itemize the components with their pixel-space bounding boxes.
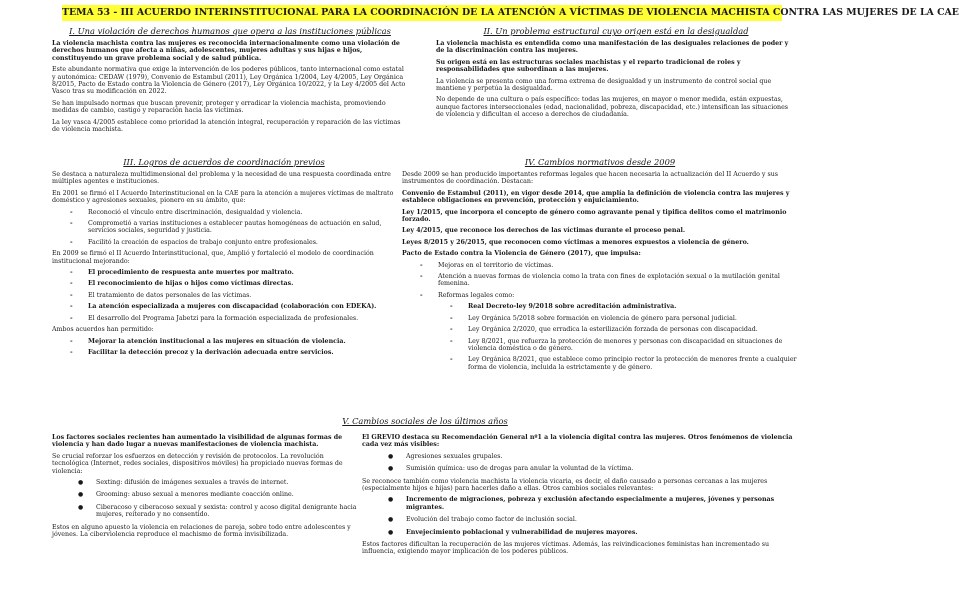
list-item: - Ley Orgánica 8/2021, que establece como principio rector la protección de menores frente a cualquier forma de violencia, incluida la estrictamente y de género. [450, 356, 798, 371]
section-1 [52, 26, 408, 154]
section-1-paragraph: Se han impulsado normas que buscan prevenir, proteger y erradicar la violencia machista, promoviendo medidas de cambio, castigo y reparación hacia las víctimas. [52, 99, 386, 115]
section-4-paragraph: Desde 2009 se han producido importantes reformas legales que hacen necesaria la actualización del II Acuerdo y sus instrumentos de coordinación. Destacan: [402, 171, 779, 186]
list-item: - Atención a nuevas formas de violencia como la trata con fines de explotación sexual o la mutilación genital femenina. [420, 273, 798, 288]
page-title: TEMA 53 - III ACUERDO INTERINSTITUCIONAL PARA LA COORDINACIÓN DE LA ATENCIÓN A VÍCTIMAS DE VIOLENCIA MACHISTA CONTRA LAS MUJERES DE LA CAE [62, 5, 782, 21]
list-item: - El tratamiento de datos personales de las víctimas. [70, 292, 396, 299]
list-item: - Ley 8/2021, que refuerza la protección de menores y personas con discapacidad en situaciones de violencia doméstica o de género. [450, 338, 798, 353]
list-item: - Reconoció el vínculo entre discriminación, desigualdad y violencia. [70, 209, 396, 216]
section-4-list-2 [402, 303, 798, 371]
section-3-paragraph: Se destaca a naturaleza multidimensional del problema y la necesidad de una respuesta coordinada entre múltiples agentes e instituciones. [52, 171, 391, 186]
section-3-list-1 [52, 209, 396, 247]
list-item: ● Agresiones sexuales grupales. [388, 453, 800, 460]
list-item: ● Ciberacoso y ciberacoso sexual y sexista: control y acoso digital denigrante hacia mujeres, reiterado y no consentido. [78, 504, 358, 519]
section-5-right [362, 434, 800, 598]
section-3-paragraph: Ambos acuerdos han permitido: [52, 326, 154, 334]
section-4-paragraph: Pacto de Estado contra la Violencia de Género (2017), que impulsa: [402, 250, 641, 258]
list-item: - El procedimiento de respuesta ante muertes por maltrato. [70, 269, 396, 276]
list-item: - Mejorar la atención institucional a las mujeres en situación de violencia. [70, 338, 396, 345]
list-item: ● Sumisión química: uso de drogas para anular la voluntad de la víctima. [388, 465, 800, 472]
section-5-paragraph: Se reconoce también como violencia machista la violencia vicaria, es decir, el daño causado a personas cercanas a las mujeres (especialmente hijos e hijas) para hacerles daño a ellas. Otros cambios sociales relevantes: [362, 477, 768, 493]
list-item: - Ley Orgánica 2/2020, que erradica la esterilización forzada de personas con discapacidad. [450, 326, 798, 333]
section-2-paragraph: La violencia machista es entendida como una manifestación de las desiguales relaciones de poder y de la discriminación contra las mujeres. [436, 40, 789, 55]
list-item: - Ley Orgánica 5/2018 sobre formación en violencia de género para personal judicial. [450, 315, 798, 322]
section-4-paragraph: Ley 1/2015, que incorpora el concepto de género como agravante penal y tipifica delitos como el matrimonio forzado. [402, 208, 787, 224]
list-item: - Facilitar la detección precoz y la derivación adecuada entre servicios. [70, 349, 396, 356]
list-item: - El desarrollo del Programa Jabetzi para la formación especializada de profesionales. [70, 315, 396, 322]
section-2-paragraph: Su origen está en las estructuras sociales machistas y el reparto tradicional de roles y responsabilidades que subordinan a las mujeres. [436, 58, 741, 74]
list-item: ● Envejecimiento poblacional y vulnerabilidad de mujeres mayores. [388, 529, 800, 536]
section-5-heading: V. Cambios sociales de los últimos años [342, 416, 508, 426]
section-5-list-1 [52, 479, 358, 519]
list-item: - Facilitó la creación de espacios de trabajo conjunto entre profesionales. [70, 239, 396, 246]
section-5-list-2 [362, 453, 800, 473]
section-4-list-1 [402, 262, 798, 300]
section-4 [402, 157, 798, 412]
section-3-list-2 [52, 269, 396, 322]
list-item: - Mejoras en el territorio de víctimas. [420, 262, 798, 269]
section-5-paragraph: Los factores sociales recientes han aumentado la visibilidad de algunas formas de violencia y han dado lugar a nuevas manifestaciones de violencia machista. [52, 434, 343, 449]
section-5-paragraph: Se crucial reforzar los esfuerzos en detección y revisión de protocolos. La revolución tecnológica (Internet, redes sociales, dispositivos móviles) ha propiciado nuevas formas de violencia: [52, 452, 343, 475]
section-4-paragraph: Leyes 8/2015 y 26/2015, que reconocen como víctimas a menores expuestos a violencia de género. [402, 238, 749, 246]
list-item: ● Sexting: difusión de imágenes sexuales a través de internet. [78, 479, 358, 486]
section-3-paragraph: En 2009 se firmó el II Acuerdo Interinstitucional, que, Amplió y fortaleció el modelo de coordinación institucional mejorando: [52, 250, 374, 265]
section-4-paragraph: Convenio de Estambul (2011), en vigor desde 2014, que amplía la definición de violencia contra las mujeres y establece obligaciones en prevención, protección y enjuiciamiento. [402, 189, 790, 205]
section-1-paragraph: La ley vasca 4/2005 establece como prioridad la atención integral, recuperación y reparación de las víctimas de violencia machista. [52, 118, 401, 134]
list-item: - Comprometió a varias instituciones a establecer pautas homogéneas de actuación en salud, servicios sociales, seguridad y justicia. [70, 220, 396, 235]
section-2 [436, 26, 796, 154]
section-1-heading: I. Una violación de derechos humanos que opera a las instituciones públicas [69, 26, 391, 36]
section-1-paragraph: Este abundante normativa que exige la intervención de los poderes públicos, tanto internacional como estatal y autonómica: CEDAW (1979), Convenio de Estambul (2011), Ley Orgánica 1/2004, Ley 4/2005, Ley Orgánica 8/2015, Pacto de Estado contra la Violencia de Género (2017), Ley Orgánica 10/2022, y la Ley 4/2005 del Acto Vasco tras su modificación en 2022. [52, 66, 406, 96]
section-5-paragraph: Estos en alguno apuesto la violencia en relaciones de pareja, sobre todo entre adolescentes y jóvenes. La ciberviolencia reproduce el machismo de forma invisibilizada. [52, 523, 351, 539]
section-5-left [52, 434, 358, 598]
section-2-paragraph: La violencia se presenta como una forma extrema de desigualdad y un instrumento de control social que mantiene y perpetúa la desigualdad. [436, 77, 772, 93]
section-3-list-3 [52, 338, 396, 357]
list-item: ● Incremento de migraciones, pobreza y exclusión afectando especialmente a mujeres, jóvenes y personas migrantes. [388, 496, 800, 511]
list-item: - Reformas legales como: [420, 292, 798, 299]
section-5-paragraph: El GREVIO destaca su Recomendación General nº1 a la violencia digital contra las mujeres. Otros fenómenos de violencia cada vez más visibles: [362, 434, 793, 449]
section-1-paragraph: La violencia machista contra las mujeres es reconocida internacionalmente como una violación de derechos humanos que afecta a niñas, adolescentes, mujeres adultas y sus hijas e hijos, constituyendo un grave problema social y de salud pública. [52, 40, 400, 62]
list-item: ● Evolución del trabajo como factor de inclusión social. [388, 516, 800, 523]
section-3-heading: III. Logros de acuerdos de coordinación previos [123, 157, 325, 167]
section-2-heading: II. Un problema estructural cuyo origen está en la desigualdad [483, 26, 749, 36]
section-5-paragraph: Estos factores dificultan la recuperación de las mujeres víctimas. Además, las reivindicaciones feministas han incrementado su influencia, exigiendo mayor implicación de los poderes públicos. [362, 541, 770, 556]
section-2-paragraph: No depende de una cultura o país específico: todas las mujeres, en mayor o menor medida, están expuestas, aunque factores interseccionales (edad, nacionalidad, pobreza, discapacidad, etc.) intensifican las situaciones de violencia y dificultan el acceso a derechos de ciudadanía. [436, 96, 789, 119]
list-item: - El reconocimiento de hijas o hijos como víctimas directas. [70, 280, 396, 287]
section-4-paragraph: Ley 4/2015, que reconoce los derechos de las víctimas durante el proceso penal. [402, 227, 686, 235]
section-4-heading: IV. Cambios normativos desde 2009 [524, 157, 676, 167]
list-item: - Real Decreto-ley 9/2018 sobre acreditación administrativa. [450, 303, 798, 310]
section-3 [52, 157, 396, 412]
section-5-heading-wrap [250, 416, 600, 428]
section-5-list-3 [362, 496, 800, 536]
list-item: - La atención especializada a mujeres con discapacidad (colaboración con EDEKA). [70, 303, 396, 310]
list-item: ● Grooming: abuso sexual a menores mediante coacción online. [78, 491, 358, 498]
section-3-paragraph: En 2001 se firmó el I Acuerdo Interinstitucional en la CAE para la atención a mujeres víctimas de maltrato doméstico y agresiones sexuales, pionero en su ámbito, que: [52, 189, 394, 205]
